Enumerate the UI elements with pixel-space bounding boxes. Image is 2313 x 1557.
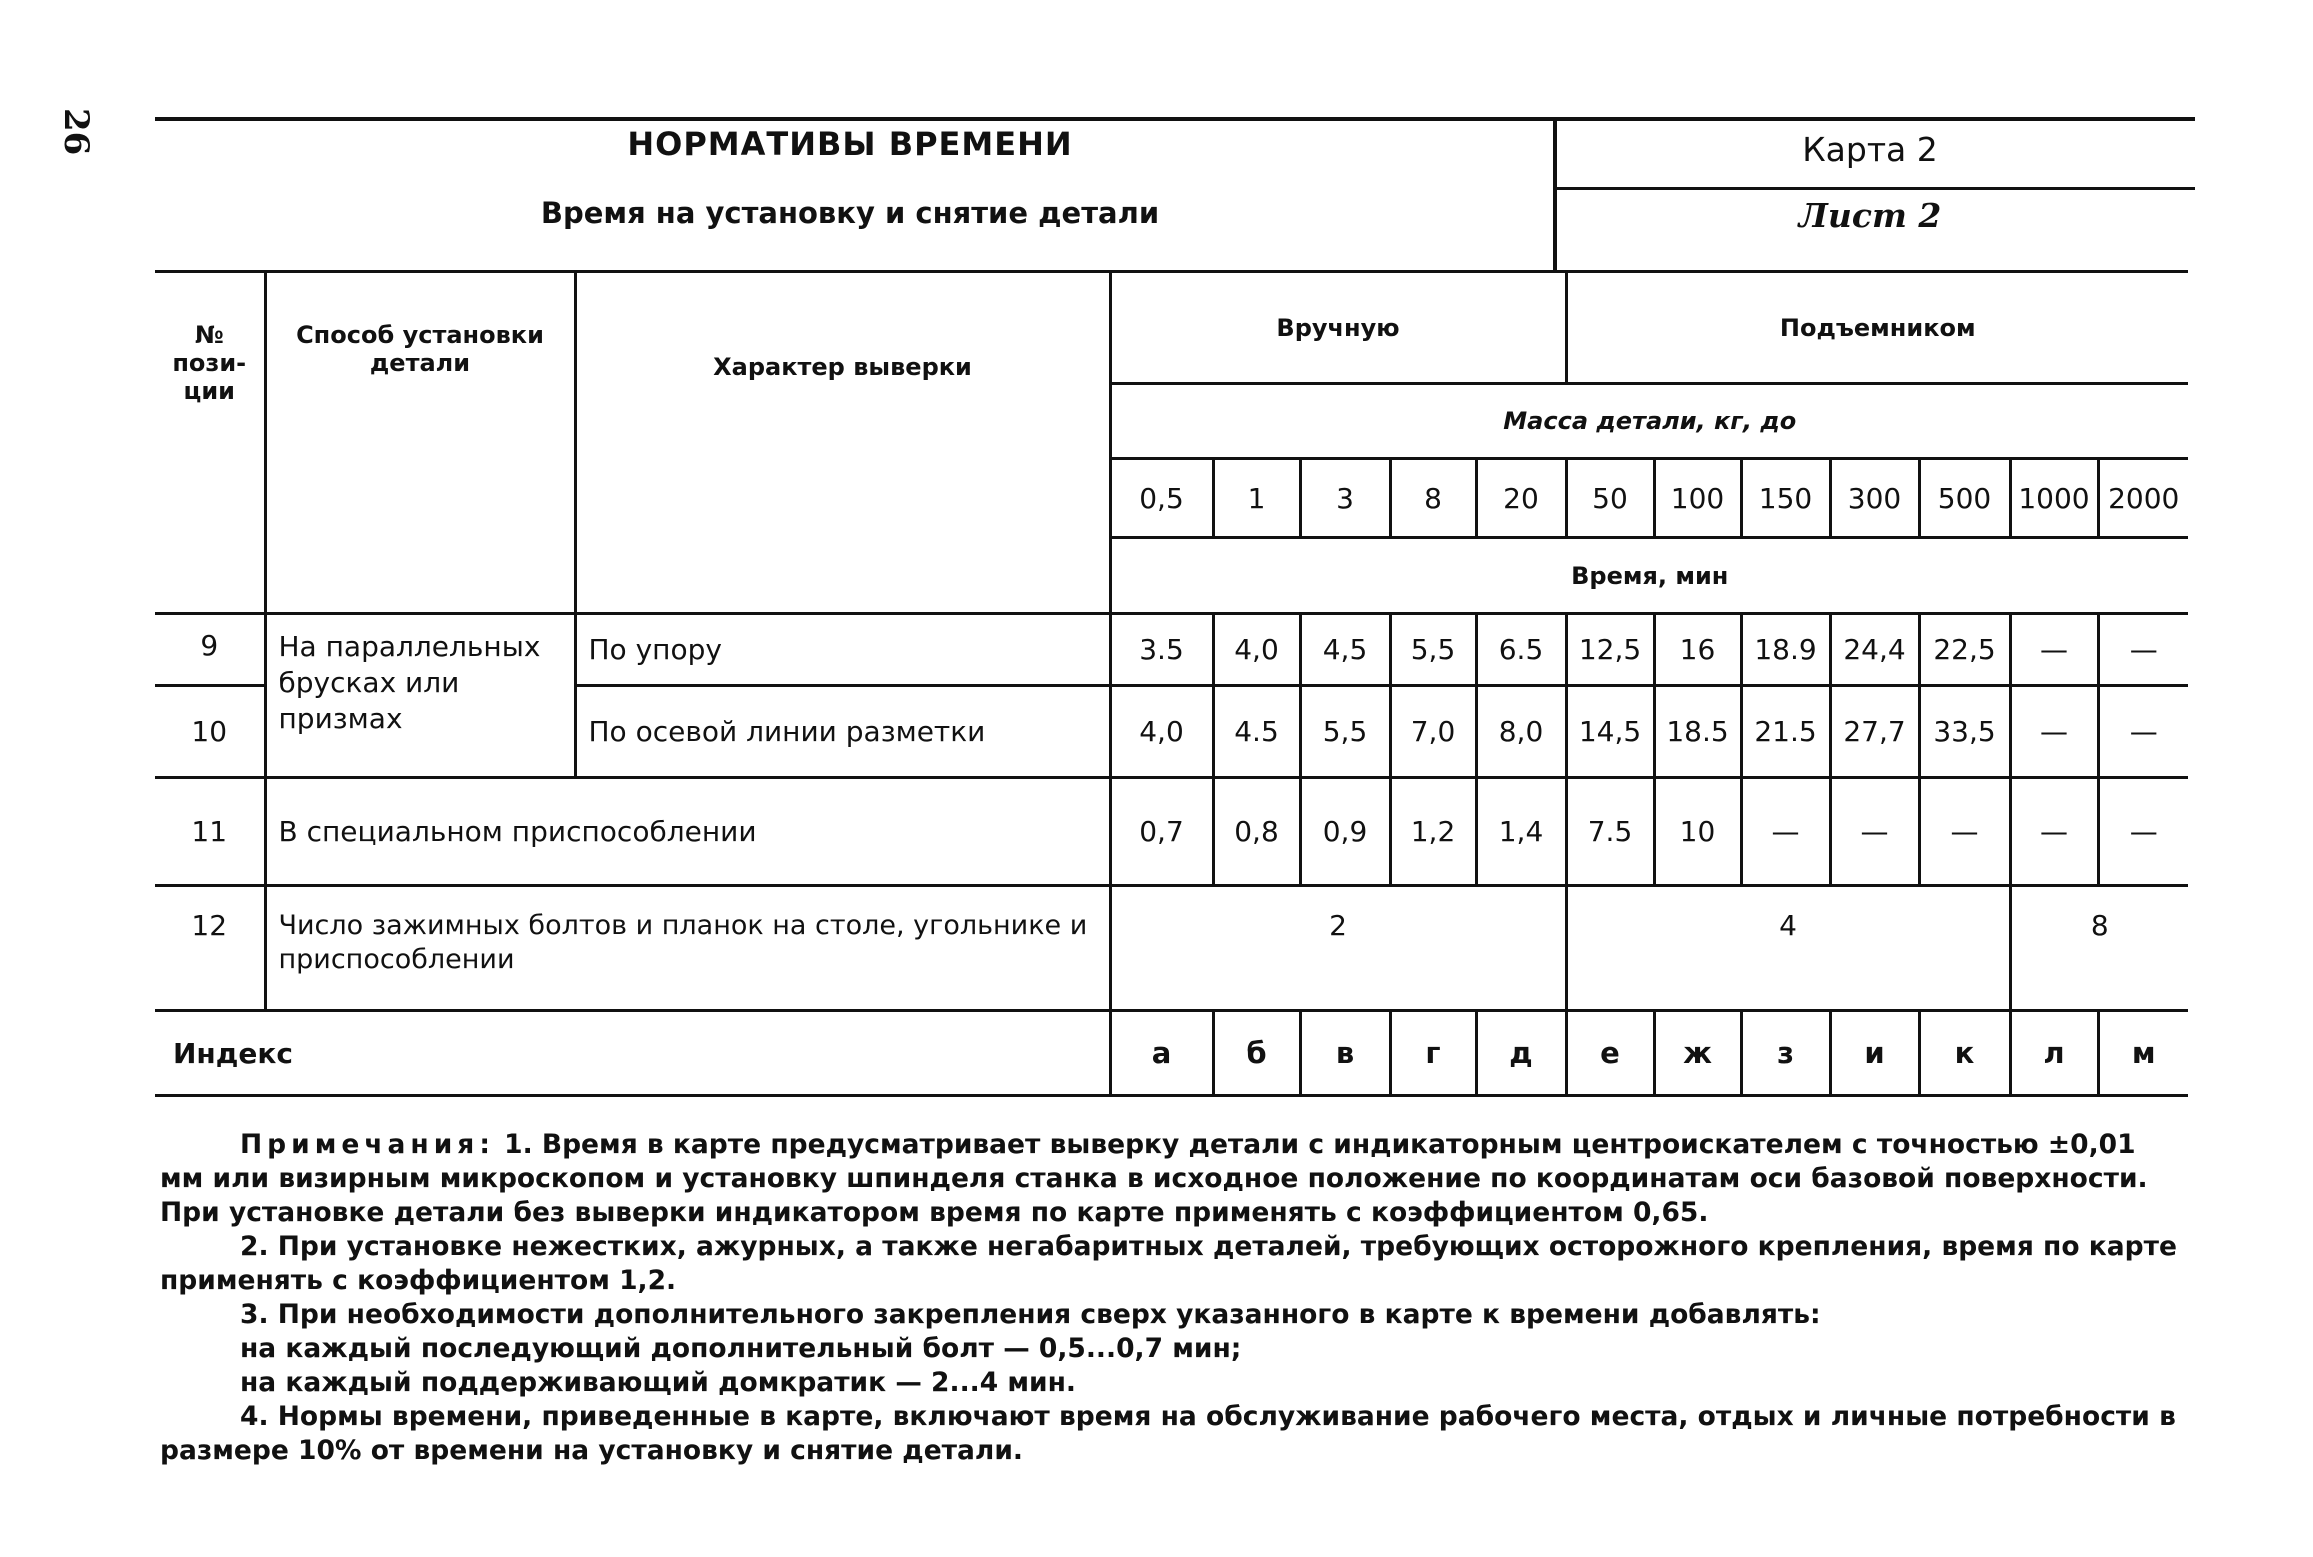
group-value: 2: [1110, 886, 1566, 1011]
row-alignment: По осевой линии разметки: [575, 686, 1110, 778]
col-method-header: Способ установки детали: [265, 272, 575, 614]
value-cell: 27,7: [1830, 686, 1919, 778]
value-cell: 18.5: [1654, 686, 1741, 778]
value-cell: 33,5: [1919, 686, 2010, 778]
value-cell: 24,4: [1830, 614, 1919, 686]
page-number: 26: [56, 108, 96, 156]
mass-cell: 150: [1741, 459, 1830, 538]
note-1-text: 1. Время в карте предусматривает выверку детали с индикаторным центроискателем с точностью ±0,01 мм или визирным микроскопом и установку шпинделя станка в исходное положение по координатам оси базовой поверхности. При установке детали без выверки индикатором время по карте применять с коэффициентом 0,65.: [160, 1129, 2148, 1228]
mass-cell: 50: [1566, 459, 1654, 538]
note-3b: на каждый поддерживающий домкратик — 2...4 мин.: [240, 1367, 1076, 1398]
index-cell: л: [2010, 1011, 2098, 1096]
table-row: [155, 778, 2188, 886]
notes-label: Примечания:: [240, 1129, 495, 1160]
document-subtitle: Время на установку и снятие детали: [540, 196, 1160, 230]
index-cell: а: [1110, 1011, 1213, 1096]
value-cell: —: [2098, 686, 2188, 778]
value-cell: —: [1919, 778, 2010, 886]
value-cell: 6.5: [1476, 614, 1566, 686]
row-alignment: По упору: [575, 614, 1110, 686]
value-cell: —: [2010, 686, 2098, 778]
mass-header: Масса детали, кг, до: [1110, 384, 2188, 459]
mass-cell: 500: [1919, 459, 2010, 538]
row-position: 12: [155, 886, 265, 1011]
index-cell: ж: [1654, 1011, 1741, 1096]
value-cell: —: [1741, 778, 1830, 886]
value-cell: 18.9: [1741, 614, 1830, 686]
card-sheet-divider: [1553, 187, 2195, 190]
note-4: 4. Нормы времени, приведенные в карте, включают время на обслуживание рабочего места, отдых и личные потребности в размере 10% от времени на установку и снятие детали.: [160, 1401, 2176, 1466]
group-value: 8: [2010, 886, 2188, 1011]
value-cell: 0,7: [1110, 778, 1213, 886]
index-cell: е: [1566, 1011, 1654, 1096]
note-3: 3. При необходимости дополнительного закрепления сверх указанного в карте к времени добавлять:: [240, 1299, 1821, 1330]
value-cell: 5,5: [1390, 614, 1476, 686]
value-cell: 7,0: [1390, 686, 1476, 778]
mass-cell: 1000: [2010, 459, 2098, 538]
value-cell: 12,5: [1566, 614, 1654, 686]
index-cell: и: [1830, 1011, 1919, 1096]
index-label: Индекс: [155, 1011, 1110, 1096]
value-cell: 16: [1654, 614, 1741, 686]
index-cell: з: [1741, 1011, 1830, 1096]
row-position: 9: [155, 614, 265, 686]
value-cell: 0,9: [1300, 778, 1390, 886]
col-position-header: № пози- ции: [155, 272, 265, 614]
mass-cell: 3: [1300, 459, 1390, 538]
value-cell: 1,2: [1390, 778, 1476, 886]
index-row: [155, 1011, 2188, 1096]
index-cell: к: [1919, 1011, 2010, 1096]
mass-cell: 0,5: [1110, 459, 1213, 538]
row-method: В специальном приспособлении: [265, 778, 1110, 886]
row-method: Число зажимных болтов и планок на столе, угольнике и приспособлении: [265, 886, 1110, 1011]
row-method: На параллельных брусках или призмах: [265, 614, 575, 778]
index-cell: г: [1390, 1011, 1476, 1096]
note-1: [160, 1128, 2180, 1230]
time-norms-table: [155, 270, 2188, 1097]
mass-cell: 1: [1213, 459, 1300, 538]
value-cell: 7.5: [1566, 778, 1654, 886]
index-cell: б: [1213, 1011, 1300, 1096]
sheet-number: Лист 2: [1798, 196, 1942, 235]
col-alignment-header: Характер выверки: [575, 272, 1110, 614]
group-value: 4: [1566, 886, 2010, 1011]
value-cell: 0,8: [1213, 778, 1300, 886]
mass-cell: 2000: [2098, 459, 2188, 538]
value-cell: 22,5: [1919, 614, 2010, 686]
value-cell: 1,4: [1476, 778, 1566, 886]
mass-cell: 100: [1654, 459, 1741, 538]
header-top-rule: [155, 117, 2195, 121]
value-cell: 8,0: [1476, 686, 1566, 778]
value-cell: —: [1830, 778, 1919, 886]
value-cell: 14,5: [1566, 686, 1654, 778]
notes: [160, 1128, 2180, 1468]
mass-cell: 8: [1390, 459, 1476, 538]
value-cell: —: [2098, 778, 2188, 886]
value-cell: —: [2010, 614, 2098, 686]
index-cell: д: [1476, 1011, 1566, 1096]
value-cell: 10: [1654, 778, 1741, 886]
table-row: [155, 614, 2188, 686]
value-cell: —: [2098, 614, 2188, 686]
index-cell: в: [1300, 1011, 1390, 1096]
value-cell: 3.5: [1110, 614, 1213, 686]
value-cell: —: [2010, 778, 2098, 886]
value-cell: 4,0: [1213, 614, 1300, 686]
mass-cell: 300: [1830, 459, 1919, 538]
time-header: Время, мин: [1110, 538, 2188, 614]
table-row: [155, 886, 2188, 1011]
document-title: НОРМАТИВЫ ВРЕМЕНИ: [627, 125, 1073, 163]
value-cell: 5,5: [1300, 686, 1390, 778]
value-cell: 21.5: [1741, 686, 1830, 778]
value-cell: 4.5: [1213, 686, 1300, 778]
value-cell: 4,0: [1110, 686, 1213, 778]
card-number: Карта 2: [1802, 130, 1938, 169]
mass-cell: 20: [1476, 459, 1566, 538]
group-hoist-header: Подъемником: [1566, 272, 2188, 384]
note-3a: на каждый последующий дополнительный болт — 0,5...0,7 мин;: [240, 1333, 1242, 1364]
header-divider: [1553, 117, 1557, 270]
note-2: 2. При установке нежестких, ажурных, а также негабаритных деталей, требующих осторожного крепления, время по карте применять с коэффициентом 1,2.: [160, 1231, 2177, 1296]
row-position: 11: [155, 778, 265, 886]
index-cell: м: [2098, 1011, 2188, 1096]
value-cell: 4,5: [1300, 614, 1390, 686]
group-manual-header: Вручную: [1110, 272, 1566, 384]
row-position: 10: [155, 686, 265, 778]
